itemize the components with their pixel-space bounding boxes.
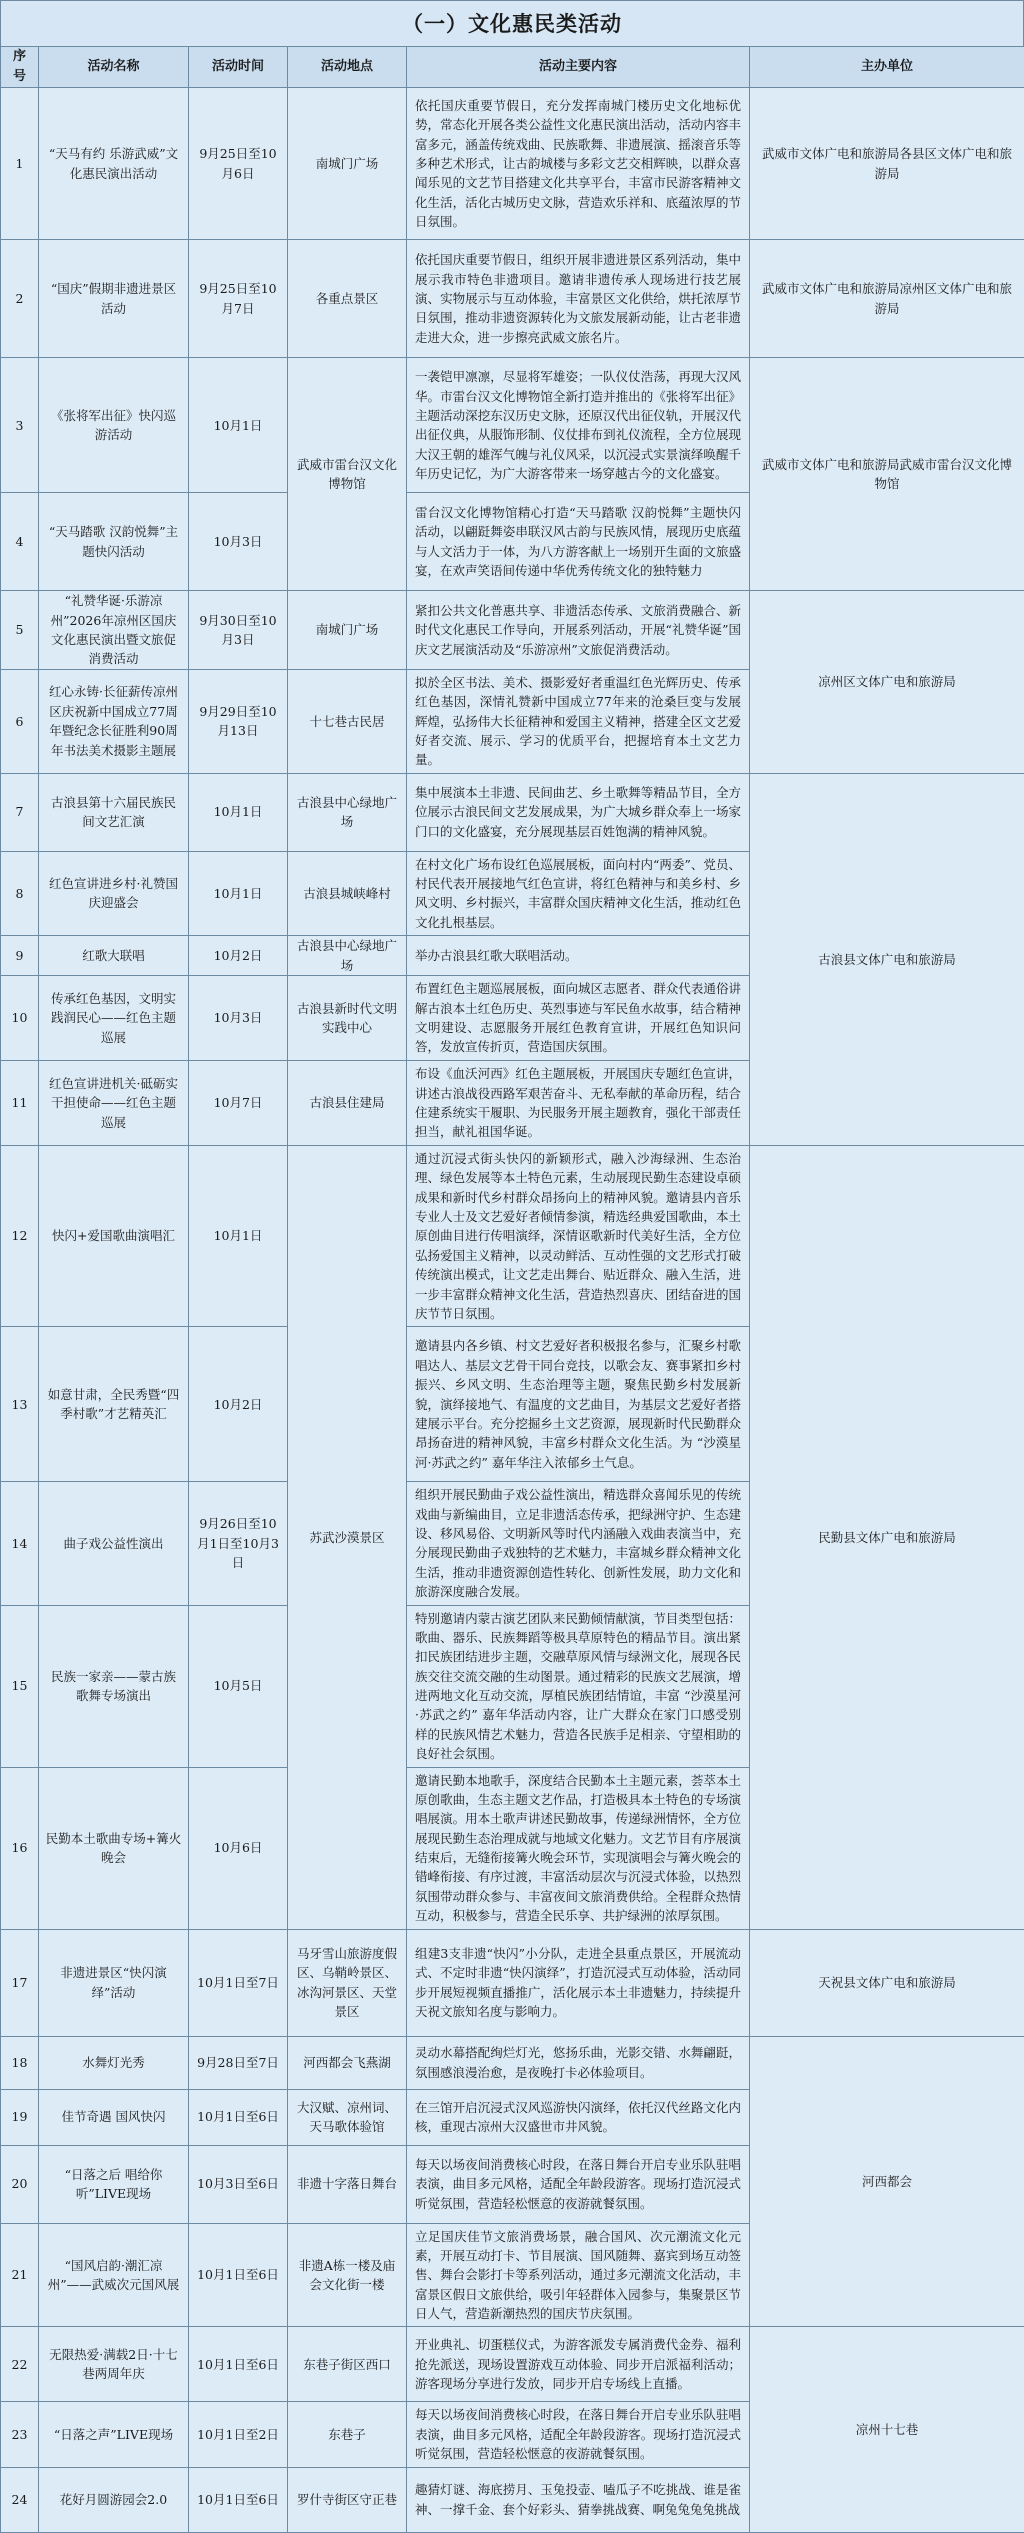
row-no: 12 (1, 1145, 39, 1326)
row-time: 10月1日 (189, 1145, 288, 1326)
row-name: “日落之后 唱给你听”LIVE现场 (39, 2145, 189, 2223)
table-row (1, 88, 1024, 240)
row-no: 19 (1, 2089, 39, 2145)
row-content: 举办古浪县红歌大联唱活动。 (407, 936, 750, 976)
row-no: 13 (1, 1327, 39, 1482)
row-no: 16 (1, 1767, 39, 1929)
row-organizer: 古浪县文体广电和旅游局 (750, 773, 1024, 1145)
row-place: 古浪县新时代文明实践中心 (288, 975, 407, 1060)
row-place: 罗什寺街区守正巷 (288, 2467, 407, 2532)
row-content: 一袭铠甲凛凛，尽显将军雄姿；一队仪仗浩荡，再现大汉风华。市雷台汉文化博物馆全新打造并推出的《张将军出征》主题活动深挖东汉历史文脉，还原汉代出征仪轨，开展汉代出征仪典，从服饰形制、仪仗排布到礼仪流程，全方位展现大汉王朝的雄浑气魄与礼仪风采，以沉浸式实景演绎唤醒千年历史记忆，为广大游客带来一场穿越古今的文化盛宴。 (407, 358, 750, 493)
row-place: 武威市雷台汉文化博物馆 (288, 358, 407, 591)
row-content: 开业典礼、切蛋糕仪式，为游客派发专属消费代金券、福利抢先派送，现场设置游戏互动体验、同步开启派福利活动；游客现场分享进行发放，同步开启专场线上直播。 (407, 2327, 750, 2402)
row-place: 大汉赋、凉州词、天马歌体验馆 (288, 2089, 407, 2145)
row-content: 特别邀请内蒙古演艺团队来民勤倾情献演，节目类型包括：歌曲、器乐、民族舞蹈等极具草原特色的精品节目。演出紧扣民族团结进步主题，交融草原风情与绿洲文化，展现各民族交往交流交融的生动图景。通过精彩的民族文艺展演，增进两地文化互动交流，厚植民族团结情谊，丰富 “沙漠星河·苏武之约” 嘉年华活动内容，让广大群众在家门口感受别样的民族风情艺术魅力，营造各民族手足相亲、守望相助的良好社会氛围。 (407, 1605, 750, 1767)
row-no: 5 (1, 591, 39, 670)
row-no: 9 (1, 936, 39, 976)
row-time: 10月5日 (189, 1605, 288, 1767)
row-content: 灵动水幕搭配绚烂灯光，悠扬乐曲，光影交错、水舞翩跹，氛围感浪漫治愈，是夜晚打卡必体验项目。 (407, 2036, 750, 2089)
row-organizer: 武威市文体广电和旅游局武威市雷台汉文化博物馆 (750, 358, 1024, 591)
row-content: 通过沉浸式街头快闪的新颖形式，融入沙海绿洲、生态治理、绿色发展等本土特色元素，生动展现民勤生态建设卓硕成果和新时代乡村群众昂扬向上的精神风貌。邀请县内音乐专业人士及文艺爱好者倾情参演，精选经典爱国歌曲，本土原创曲目进行传唱演绎，深情讴歌新时代美好生活，全方位弘扬爱国主义精神，以灵动鲜活、互动性强的文艺形式打破传统演出模式，让文艺走出舞台、贴近群众、融入生活，进一步丰富群众精神文化生活，营造热烈喜庆、团结奋进的国庆节节日氛围。 (407, 1145, 750, 1326)
header-no: 序号 (1, 47, 39, 88)
row-time: 10月1日 (189, 851, 288, 936)
row-content: 集中展演本土非遗、民间曲艺、乡土歌舞等精品节目，全方位展示古浪民间文艺发展成果，为广大城乡群众奉上一场家门口的文化盛宴，充分展现基层百姓饱满的精神风貌。 (407, 773, 750, 851)
row-no: 7 (1, 773, 39, 851)
row-name: 如意甘肃，全民秀暨“四季村歌”才艺精英汇 (39, 1327, 189, 1482)
row-time: 10月1日至2日 (189, 2402, 288, 2467)
row-name: 传承红色基因，文明实践润民心——红色主题巡展 (39, 975, 189, 1060)
row-content: 趣猜灯谜、海底捞月、玉兔投壶、嗑瓜子不吃挑战、谁是雀神、一撑千金、套个好彩头、猜拳挑战赛、啊兔兔兔兔挑战 (407, 2467, 750, 2532)
row-place: 东巷子街区西口 (288, 2327, 407, 2402)
row-time: 9月30日至10月3日 (189, 591, 288, 670)
row-name: “天马有约 乐游武威”文化惠民演出活动 (39, 88, 189, 240)
row-name: 曲子戏公益性演出 (39, 1482, 189, 1605)
row-time: 10月3日 (189, 975, 288, 1060)
row-content: 依托国庆重要节假日，充分发挥南城门楼历史文化地标优势，常态化开展各类公益性文化惠民演出活动，活动内容丰富多元，涵盖传统戏曲、民族歌舞、非遗展演、摇滚音乐等多种艺术形式，让古韵城楼与多彩文艺交相辉映，以群众喜闻乐见的文艺节目搭建文化共享平台，丰富市民游客精神文化生活，活化古城历史文脉，营造欢乐祥和、底蕴浓厚的节日氛围。 (407, 88, 750, 240)
row-content: 在三馆开启沉浸式汉风巡游快闪演绎，依托汉代丝路文化内核，重现古凉州大汉盛世市井风貌。 (407, 2089, 750, 2145)
row-name: 水舞灯光秀 (39, 2036, 189, 2089)
row-name: 非遗进景区“快闪演绎”活动 (39, 1929, 189, 2036)
row-organizer: 凉州区文体广电和旅游局 (750, 591, 1024, 773)
row-no: 18 (1, 2036, 39, 2089)
row-content: 组织开展民勤曲子戏公益性演出，精选群众喜闻乐见的传统戏曲与新编曲目，立足非遗活态传承，把绿洲守护、生态建设、移风易俗、文明新风等时代内涵融入戏曲表演当中，充分展现民勤曲子戏独特的艺术魅力，丰富城乡群众精神文化生活，推动非遗资源创造性转化、创新性发展，助力文化和旅游深度融合发展。 (407, 1482, 750, 1605)
row-content: 邀请县内各乡镇、村文艺爱好者积极报名参与，汇聚乡村歌唱达人、基层文艺骨干同台竞技，以歌会友、赛事紧扣乡村振兴、乡风文明、生态治理等主题，聚焦民勤乡村发展新貌，演绎接地气、有温度的文艺曲目，为基层文艺爱好者搭建展示平台。充分挖掘乡土文艺资源，展现新时代民勤群众昂扬奋进的精神风貌，丰富乡村群众文化生活。为 “沙漠星河·苏武之约” 嘉年华注入浓郁乡土气息。 (407, 1327, 750, 1482)
row-content: 在村文化广场布设红色巡展展板，面向村内“两委”、党员、村民代表开展接地气红色宣讲，将红色精神与和美乡村、乡风文明、乡村振兴，丰富群众国庆精神文化生活，推动红色文化扎根基层。 (407, 851, 750, 936)
row-time: 10月3日 (189, 493, 288, 591)
row-no: 22 (1, 2327, 39, 2402)
row-no: 15 (1, 1605, 39, 1767)
row-time: 10月1日 (189, 773, 288, 851)
row-name: 民族一家亲——蒙古族歌舞专场演出 (39, 1605, 189, 1767)
row-time: 10月3日至6日 (189, 2145, 288, 2223)
row-place: 东巷子 (288, 2402, 407, 2467)
row-name: 民勤本土歌曲专场+篝火晚会 (39, 1767, 189, 1929)
row-organizer: 民勤县文体广电和旅游局 (750, 1145, 1024, 1929)
row-time: 10月2日 (189, 1327, 288, 1482)
row-place: 古浪县住建局 (288, 1060, 407, 1145)
table-row (1, 2327, 1024, 2402)
header-organizer: 主办单位 (750, 47, 1024, 88)
row-time: 9月28日至7日 (189, 2036, 288, 2089)
row-organizer: 武威市文体广电和旅游局各县区文体广电和旅游局 (750, 88, 1024, 240)
row-place: 马牙雪山旅游度假区、乌鞘岭景区、冰沟河景区、天堂景区 (288, 1929, 407, 2036)
row-content: 邀请民勤本地歌手，深度结合民勤本土主题元素，荟萃本土原创歌曲，生态主题文艺作品，打造极具本土特色的专场演唱展演。用本土歌声讲述民勤故事，传递绿洲情怀，全方位展现民勤生态治理成就与地域文化魅力。文艺节目有序展演结束后，无缝衔接篝火晚会环节，实现演唱会与篝火晚会的错峰衔接、有序过渡，丰富活动层次与沉浸式体验，以热烈氛围带动群众参与、丰富夜间文旅消费供给。全程群众热情互动，积极参与，营造全民乐享、共护绿洲的浓厚氛围。 (407, 1767, 750, 1929)
row-name: 佳节奇遇 国风快闪 (39, 2089, 189, 2145)
row-no: 20 (1, 2145, 39, 2223)
row-no: 2 (1, 240, 39, 358)
table-row (1, 591, 1024, 670)
row-time: 10月1日至6日 (189, 2223, 288, 2327)
row-no: 10 (1, 975, 39, 1060)
row-content: 每天以场夜间消费核心时段，在落日舞台开启专业乐队驻唱表演，曲目多元风格，适配全年龄段游客。现场打造沉浸式听觉氛围，营造轻松惬意的夜游就餐氛围。 (407, 2145, 750, 2223)
row-no: 6 (1, 669, 39, 773)
row-organizer: 天祝县文体广电和旅游局 (750, 1929, 1024, 2036)
row-name: 红歌大联唱 (39, 936, 189, 976)
row-content: 雷台汉文化博物馆精心打造“天马踏歌 汉韵悦舞”主题快闪活动，以翩跹舞姿串联汉风古韵与民族风情，展现历史底蕴与人文活力于一体，为八方游客献上一场别开生面的文旅盛宴，在欢声笑语间传递中华优秀传统文化的独特魅力 (407, 493, 750, 591)
row-place: 十七巷古民居 (288, 669, 407, 773)
row-time: 10月6日 (189, 1767, 288, 1929)
row-name: “日落之声”LIVE现场 (39, 2402, 189, 2467)
row-content: 组建3支非遗“快闪”小分队，走进全县重点景区，开展流动式、不定时非遗“快闪演绎”，打造沉浸式互动体验，活动同步开展短视频直播推广，活化展示本土非遗魅力，持续提升天祝文旅知名度与影响力。 (407, 1929, 750, 2036)
row-name: 花好月圆游园会2.0 (39, 2467, 189, 2532)
table-row (1, 358, 1024, 493)
row-no: 1 (1, 88, 39, 240)
row-no: 23 (1, 2402, 39, 2467)
row-no: 3 (1, 358, 39, 493)
row-organizer: 河西都会 (750, 2036, 1024, 2327)
row-name: 红色宣讲进机关·砥砺实干担使命——红色主题巡展 (39, 1060, 189, 1145)
row-time: 9月25日至10月7日 (189, 240, 288, 358)
row-time: 9月25日至10月6日 (189, 88, 288, 240)
row-no: 17 (1, 1929, 39, 2036)
section-title: （一）文化惠民类活动 (0, 0, 1024, 46)
row-name: “天马踏歌 汉韵悦舞”主题快闪活动 (39, 493, 189, 591)
table-row (1, 1929, 1024, 2036)
row-no: 8 (1, 851, 39, 936)
row-no: 11 (1, 1060, 39, 1145)
row-name: 古浪县第十六届民族民间文艺汇演 (39, 773, 189, 851)
row-no: 14 (1, 1482, 39, 1605)
row-place: 非遗A栋一楼及庙会文化街一楼 (288, 2223, 407, 2327)
row-time: 10月1日至7日 (189, 1929, 288, 2036)
table-row (1, 2036, 1024, 2089)
row-organizer: 武威市文体广电和旅游局凉州区文体广电和旅游局 (750, 240, 1024, 358)
row-content: 布设《血沃河西》红色主题展板，开展国庆专题红色宣讲，讲述古浪战役西路军艰苦奋斗、无私奉献的革命历程，结合住建系统实干履职、为民服务开展主题教育，强化干部责任担当，献礼祖国华诞。 (407, 1060, 750, 1145)
row-place: 古浪县中心绿地广场 (288, 773, 407, 851)
header-content: 活动主要内容 (407, 47, 750, 88)
row-place: 南城门广场 (288, 591, 407, 670)
row-content: 依托国庆重要节假日，组织开展非遗进景区系列活动，集中展示我市特色非遗项目。邀请非遗传承人现场进行技艺展演、实物展示与互动体验，丰富景区文化供给，烘托浓厚节日氛围，推动非遗资源转化为文旅发展新动能，让古老非遗走进大众，进一步擦亮武威文旅名片。 (407, 240, 750, 358)
row-name: 快闪+爱国歌曲演唱汇 (39, 1145, 189, 1326)
table-row (1, 240, 1024, 358)
row-content: 紧扣公共文化普惠共享、非遗活态传承、文旅消费融合、新时代文化惠民工作导向，开展系列活动，开展“礼赞华诞”国庆文艺展演活动及“乐游凉州”文旅促消费活动。 (407, 591, 750, 670)
row-time: 10月2日 (189, 936, 288, 976)
row-place: 河西都会飞燕湖 (288, 2036, 407, 2089)
row-time: 10月1日至6日 (189, 2089, 288, 2145)
row-place: 古浪县城峡峰村 (288, 851, 407, 936)
row-place: 南城门广场 (288, 88, 407, 240)
row-content: 布置红色主题巡展展板，面向城区志愿者、群众代表通俗讲解古浪本土红色历史、英烈事迹与军民鱼水故事，结合精神文明建设、志愿服务开展红色教育宣讲，开展红色知识问答，发放宣传折页，营造国庆氛围。 (407, 975, 750, 1060)
header-name: 活动名称 (39, 47, 189, 88)
row-name: “国庆”假期非遗进景区活动 (39, 240, 189, 358)
row-content: 拟於全区书法、美术、摄影爱好者重温红色光辉历史、传承红色基因，深情礼赞新中国成立77年来的沧桑巨变与发展辉煌，弘扬伟大长征精神和爱国主义精神，搭建全区文艺爱好者交流、展示、学习的优质平台，把握培育本土文艺力量。 (407, 669, 750, 773)
row-place: 古浪县中心绿地广场 (288, 936, 407, 976)
row-name: 无限热爱·满载2日·十七巷两周年庆 (39, 2327, 189, 2402)
row-no: 24 (1, 2467, 39, 2532)
row-name: “国风启韵·潮汇凉州”——武威次元国风展 (39, 2223, 189, 2327)
row-place: 非遗十字落日舞台 (288, 2145, 407, 2223)
table-row (1, 1145, 1024, 1326)
header-place: 活动地点 (288, 47, 407, 88)
row-name: 红心永铸·长征薪传凉州区庆祝新中国成立77周年暨纪念长征胜利90周年书法美术摄影主题展 (39, 669, 189, 773)
row-time: 10月1日至6日 (189, 2467, 288, 2532)
row-content: 每天以场夜间消费核心时段，在落日舞台开启专业乐队驻唱表演，曲目多元风格，适配全年龄段游客。现场打造沉浸式听觉氛围，营造轻松惬意的夜游就餐氛围。 (407, 2402, 750, 2467)
table-row (1, 773, 1024, 851)
activity-table (0, 46, 1024, 2533)
row-place: 各重点景区 (288, 240, 407, 358)
row-no: 21 (1, 2223, 39, 2327)
row-no: 4 (1, 493, 39, 591)
row-time: 9月26日至10月1日至10月3日 (189, 1482, 288, 1605)
row-content: 立足国庆佳节文旅消费场景，融合国风、次元潮流文化元素，开展互动打卡、节目展演、国风随舞、嘉宾到场互动签售、舞台会影打卡等系列活动，通过多元潮流文化活动，丰富景区假日文旅供给，吸引年轻群体入园参与，集聚景区节日人气，营造新潮热烈的国庆节庆氛围。 (407, 2223, 750, 2327)
table-header-row (1, 47, 1024, 88)
header-time: 活动时间 (189, 47, 288, 88)
row-name: “礼赞华诞·乐游凉州”2026年凉州区国庆文化惠民演出暨文旅促消费活动 (39, 591, 189, 670)
row-name: 红色宣讲进乡村·礼赞国庆迎盛会 (39, 851, 189, 936)
row-time: 10月1日至6日 (189, 2327, 288, 2402)
row-time: 10月1日 (189, 358, 288, 493)
row-time: 10月7日 (189, 1060, 288, 1145)
row-place: 苏武沙漠景区 (288, 1145, 407, 1929)
row-name: 《张将军出征》快闪巡游活动 (39, 358, 189, 493)
row-time: 9月29日至10月13日 (189, 669, 288, 773)
row-organizer: 凉州十七巷 (750, 2327, 1024, 2532)
